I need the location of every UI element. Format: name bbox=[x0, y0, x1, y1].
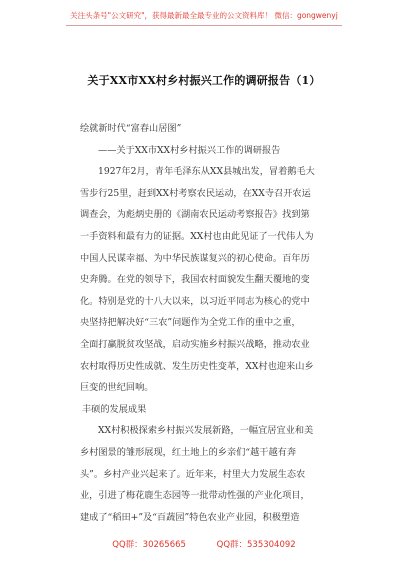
paragraph-line: 史奔腾。在党的领导下，我国农村面貌发生翻天覆地的变 bbox=[80, 274, 310, 286]
paragraph-line: 头”。乡村产业兴起来了。近年来，村里大力发展生态农 bbox=[80, 468, 306, 480]
header-divider bbox=[66, 25, 342, 26]
paragraph-line: 建成了“稻田+”及“百蔬园”特色农业产业园，积极塑造 bbox=[80, 511, 300, 523]
footer bbox=[0, 538, 408, 550]
paragraph-line: 巨变的世纪回响。 bbox=[80, 382, 154, 394]
paragraph-line: 乡村图景的雏形展现，红土地上的乡亲们“越干越有奔 bbox=[80, 446, 297, 458]
paragraph-line: 农村取得历史性成就、发生历史性变革，XX村也迎来山乡 bbox=[80, 360, 314, 372]
paragraph-line: 央坚持把解决好“三农”问题作为全党工作的重中之重， bbox=[80, 317, 301, 329]
paragraph-line: 全面打赢脱贫攻坚战，启动实施乡村振兴战略，推动农业 bbox=[80, 338, 310, 350]
paragraph-line: 业，引进了梅花鹿生态园等一批带动性强的产业化项目， bbox=[80, 490, 310, 502]
paragraph-line: 调查会，为彪炳史册的《湖南农民运动考察报告》找到第 bbox=[80, 209, 310, 221]
paragraph-line: 一手资料和最有力的证据。XX村也由此见证了一代伟人为 bbox=[80, 230, 314, 242]
paragraph-line: 1927年2月，青年毛泽东从XX县城出发，冒着鹅毛大 bbox=[98, 166, 315, 178]
footer-qq-group-1: QQ群：30265665 bbox=[112, 540, 186, 550]
subtitle-secondary: ——关于XX市XX村乡村振兴工作的调研报告 bbox=[98, 144, 281, 156]
document-title: 关于XX市XX村乡村振兴工作的调研报告（1） bbox=[87, 74, 321, 87]
paragraph-line: 化。特别是党的十八大以来，以习近平同志为核心的党中 bbox=[80, 295, 310, 307]
document-body bbox=[80, 118, 356, 528]
paragraph-line: 中国人民谋幸福、为中华民族谋复兴的初心使命。百年历 bbox=[80, 252, 310, 264]
top-banner: 关注头条号"公文研究"，获得最新最全最专业的公文资料库！ 微信：gongwenyj bbox=[70, 11, 338, 20]
footer-qq-group-2: QQ群：535304092 bbox=[216, 540, 296, 550]
paragraph-line: 雪步行25里，赶到XX村考察农民运动，在XX寺召开农运 bbox=[80, 187, 311, 199]
paragraph-line: XX村积极探索乡村振兴发展新路，一幅宜居宜业和美 bbox=[98, 425, 314, 437]
subtitle: 绘就新时代“富春山居图” bbox=[80, 123, 182, 134]
section-heading: 丰硕的发展成果 bbox=[82, 403, 147, 415]
